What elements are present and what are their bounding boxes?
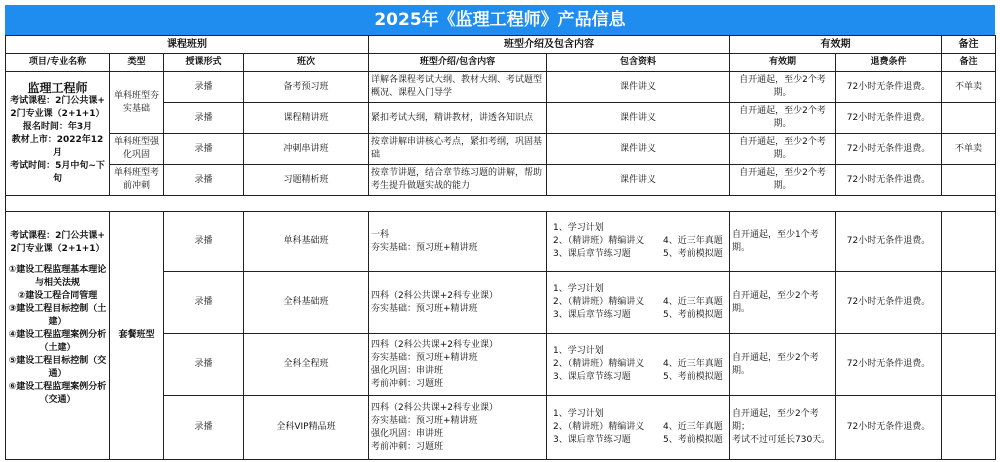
material-line: 5、考前模拟题 <box>663 310 723 320</box>
intro-line: 夯实基础：预习班+精讲班 <box>371 242 478 253</box>
group-course-class: 课程班别 <box>6 36 369 54</box>
refund-cell: 72小时无条件退费。 <box>836 72 942 103</box>
material-line: 1、学习计划 <box>553 284 604 294</box>
intro-line: 四科（2科公共课+2科专业课） <box>371 290 498 301</box>
material-line: 2、（精讲班）精编讲义 <box>553 359 645 369</box>
material-line: 4、近三年真题 <box>663 422 723 432</box>
material-line: 1、学习计划 <box>553 409 604 419</box>
validity-cell: 自开通起，至少2个考期。 <box>730 165 836 196</box>
project-enroll-time: 报名时间：年3月 <box>22 121 93 132</box>
validity-line: 自开通起，至少2个考期。 <box>732 290 819 314</box>
project-courses: 考试课程：2门公共课+2门专业课（2+1+1） <box>10 95 105 119</box>
mode-cell: 录播 <box>164 165 244 196</box>
material-line: 5、考前模拟题 <box>663 372 723 382</box>
refund-cell: 72小时无条件退费。 <box>836 134 942 165</box>
mode-cell: 录播 <box>164 272 244 334</box>
validity-line: 考试不过可延长730天。 <box>732 435 831 445</box>
validity-line: 自开通起，至少2个考期。 <box>732 352 819 376</box>
validity-cell <box>730 396 836 460</box>
col-type: 类型 <box>110 54 164 72</box>
type-cell: 单科班型强化巩固 <box>110 134 164 165</box>
remark-cell <box>942 212 996 272</box>
group-remark: 备注 <box>942 36 996 54</box>
materials-cell <box>547 272 730 334</box>
subject-item: ③建设工程目标控制（土建） <box>8 304 107 327</box>
separator-cell <box>6 196 996 212</box>
intro-cell <box>369 212 547 272</box>
validity-cell: 自开通起，至少2个考期。 <box>730 134 836 165</box>
remark-cell <box>942 165 996 196</box>
intro-line: 夯实基础：预习班+精讲班 <box>371 415 478 426</box>
intro-line: 夯实基础：预习班+精讲班 <box>371 303 478 314</box>
type-cell: 单科班型夯实基础 <box>110 72 164 134</box>
materials-cell <box>547 396 730 460</box>
page-title: 2025年《监理工程师》产品信息 <box>5 5 995 35</box>
material-line: 4、近三年真题 <box>663 297 723 307</box>
remark-cell <box>942 103 996 134</box>
col-class: 班次 <box>244 54 369 72</box>
remark-cell: 不单卖 <box>942 134 996 165</box>
materials-cell: 课件讲义 <box>547 103 730 134</box>
material-line: 4、近三年真题 <box>663 236 723 246</box>
project-name: 监理工程师 <box>27 80 88 95</box>
validity-line: 自开通起，至少1个考期。 <box>732 229 819 253</box>
material-line: 3、课后章节练习题 <box>553 249 631 259</box>
col-remark: 备注 <box>942 54 996 72</box>
refund-cell: 72小时无条件退费。 <box>836 396 942 460</box>
remark-cell: 不单卖 <box>942 72 996 103</box>
refund-cell: 72小时无条件退费。 <box>836 103 942 134</box>
subject-item: ⑥建设工程监理案例分析（交通） <box>8 382 107 405</box>
validity-cell <box>730 212 836 272</box>
class-cell: 单科基础班 <box>244 212 369 272</box>
intro-cell: 按章讲解串讲核心考点，紧扣考纲，巩固基础 <box>369 134 547 165</box>
table-row <box>6 72 996 103</box>
subject-item: ①建设工程监理基本理论与相关法规 <box>8 265 107 288</box>
table-row <box>6 165 996 196</box>
material-line: 3、课后章节练习题 <box>553 372 631 382</box>
refund-cell: 72小时无条件退费。 <box>836 165 942 196</box>
separator-row <box>6 196 996 212</box>
product-table <box>5 35 996 460</box>
col-refund: 退费条件 <box>836 54 942 72</box>
project-book-date: 教材上市：2022年12月 <box>11 134 104 158</box>
intro-cell <box>369 334 547 396</box>
subject-item: ⑤建设工程目标控制（交通） <box>8 356 107 379</box>
column-header-row <box>6 54 996 72</box>
remark-cell <box>942 334 996 396</box>
material-line: 5、考前模拟题 <box>663 249 723 259</box>
class-cell: 习题精析班 <box>244 165 369 196</box>
materials-cell: 课件讲义 <box>547 72 730 103</box>
refund-cell: 72小时无条件退费。 <box>836 272 942 334</box>
package-type-cell: 套餐班型 <box>110 212 164 460</box>
col-project: 项目/专业名称 <box>6 54 110 72</box>
group-intro-content: 班型介绍及包含内容 <box>369 36 730 54</box>
intro-line: 夯实基础：预习班+精讲班 <box>371 352 478 363</box>
col-validity: 有效期 <box>730 54 836 72</box>
refund-cell: 72小时无条件退费。 <box>836 212 942 272</box>
class-cell: 全科全程班 <box>244 334 369 396</box>
package-courses: 考试课程：2门公共课+2门专业课（2+1+1） <box>10 231 105 254</box>
project-info-cell <box>6 72 110 196</box>
validity-cell: 自开通起，至少2个考期。 <box>730 72 836 103</box>
class-cell: 全科基础班 <box>244 272 369 334</box>
table-row <box>6 134 996 165</box>
col-materials: 包含资料 <box>547 54 730 72</box>
validity-line: 自开通起，至少2个考期； <box>732 409 819 432</box>
intro-line: 强化巩固：串讲班 <box>371 365 444 376</box>
material-line: 1、学习计划 <box>553 346 604 356</box>
intro-cell <box>369 272 547 334</box>
intro-line: 一科 <box>371 229 390 240</box>
intro-cell: 紧扣考试大纲，精讲教材，讲透各知识点 <box>369 103 547 134</box>
spacer <box>8 256 107 264</box>
project-exam-time: 考试时间：5月中旬~下旬 <box>10 160 105 184</box>
remark-cell <box>942 272 996 334</box>
mode-cell: 录播 <box>164 396 244 460</box>
intro-line: 四科（2科公共课+2科专业课） <box>371 402 498 413</box>
validity-cell <box>730 334 836 396</box>
class-cell: 全科VIP精品班 <box>244 396 369 460</box>
material-line: 4、近三年真题 <box>663 359 723 369</box>
group-header-row <box>6 36 996 54</box>
intro-line: 强化巩固：串讲班 <box>371 428 444 439</box>
material-line: 2、（精讲班）精编讲义 <box>553 422 645 432</box>
subject-item: ④建设工程监理案例分析（土建） <box>8 330 107 353</box>
mode-cell: 录播 <box>164 334 244 396</box>
package-info-cell <box>6 212 110 460</box>
material-line: 1、学习计划 <box>553 223 604 233</box>
intro-line: 考前冲刺：习题班 <box>371 378 444 389</box>
col-mode: 授课形式 <box>164 54 244 72</box>
material-line: 2、（精讲班）精编讲义 <box>553 297 645 307</box>
material-line: 5、考前模拟题 <box>663 435 723 445</box>
remark-cell <box>942 396 996 460</box>
mode-cell: 录播 <box>164 72 244 103</box>
col-intro: 班型介绍/包含内容 <box>369 54 547 72</box>
group-validity: 有效期 <box>730 36 942 54</box>
refund-cell: 72小时无条件退费。 <box>836 334 942 396</box>
materials-cell: 课件讲义 <box>547 134 730 165</box>
materials-cell <box>547 212 730 272</box>
intro-cell: 详解各课程考试大纲、教材大纲、考试题型概况、课程入门导学 <box>369 72 547 103</box>
mode-cell: 录播 <box>164 134 244 165</box>
mode-cell: 录播 <box>164 212 244 272</box>
class-cell: 冲刺串讲班 <box>244 134 369 165</box>
class-cell: 课程精讲班 <box>244 103 369 134</box>
intro-cell: 按章节讲题，结合章节练习题的讲解，帮助考生提升做题实战的能力 <box>369 165 547 196</box>
subject-item: ②建设工程合同管理 <box>17 291 98 301</box>
material-line: 3、课后章节练习题 <box>553 435 631 445</box>
validity-cell: 自开通起，至少2个考期。 <box>730 103 836 134</box>
mode-cell: 录播 <box>164 103 244 134</box>
materials-cell: 课件讲义 <box>547 165 730 196</box>
type-cell: 单科班型考前冲刺 <box>110 165 164 196</box>
class-cell: 备考预习班 <box>244 72 369 103</box>
intro-line: 考前冲刺：习题班 <box>371 441 444 452</box>
material-line: 3、课后章节练习题 <box>553 310 631 320</box>
intro-cell <box>369 396 547 460</box>
table-row <box>6 212 996 272</box>
validity-cell <box>730 272 836 334</box>
intro-line: 四科（2科公共课+2科专业课） <box>371 339 498 350</box>
material-line: 2、（精讲班）精编讲义 <box>553 236 645 246</box>
materials-cell <box>547 334 730 396</box>
